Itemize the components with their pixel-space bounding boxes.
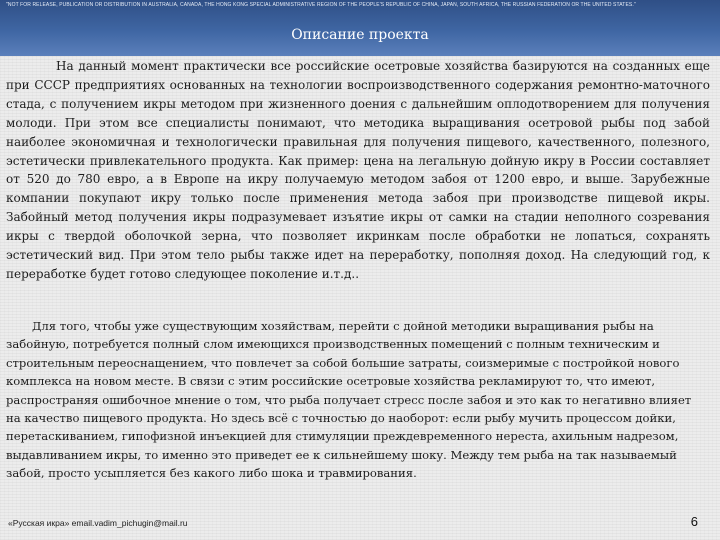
footer-contact: «Русская икра» email.vadim_pichugin@mail.ru [8,518,188,528]
body-paragraph-1: На данный момент практически все российские осетровые хозяйства базируются на созданных еще при СССР предприятиях основанных на технологии воспроизводственного содержания ремонтно-маточного стада, с получением икры методом при жизненного доения с дальнейшим оплодотворением для получения молоди. При этом все специалисты понимают, что методика выращивания осетровой рыбы под забой наиболее экономичная и технологически правильная для получения пищевого, качественного, полезного, эстетически привлекательного продукта. Как пример: цена на легальную дойную икру в России составляет от 520 до 780 евро, а в Европе на икру получаемую методом забоя от 1200 евро, и выше. Зарубежные компании покупают икру только после применения метода забоя при производстве пищевой икры. Забойный метод получения икры подразумевает изъятие икры от самки на стадии неполного созревания икры с твердой оболочкой зерна, что позволяет икринкам после обработки не лопаться, сохранять эстетический вид. При этом тело рыбы также идет на переработку, пополняя доход. На следующий год, к переработке будет готово следующее поколение и.т.д.. [6,59,710,281]
body-paragraph-2: Для того, чтобы уже существующим хозяйствам, перейти с дойной методики выращивания рыбы на забойную, потребуется полный слом имеющихся производственных помещений с полным техническим и строительным переоснащением, что повлечет за собой большие затраты, соизмеримые с постройкой нового комплекса на новом месте. В связи с этим российские осетровые хозяйства рекламируют то, что имеют, распространяя ошибочное мнение о том, что рыба получает стресс после забоя и это как то негативно влияет на качество пищевого продукта. Но здесь всё с точностью до наоборот: если рыбу мучить процессом дойки, перетаскиванием, гипофизной инъекцией для стимуляции преждевременного нереста, ахильным надрезом, выдавливанием икры, то именно это приведет ее к сильнейшему шоку. Между тем рыба на так называемый забой, просто усыпляется без какого либо шока и травмирования. [6,319,692,481]
disclaimer-text: "NOT FOR RELEASE, PUBLICATION OR DISTRIBUTION IN AUSTRALIA, CANADA, THE HONG KONG SPECIAL ADMINISTRATIVE REGION OF THE PEOPLE'S REPUBLIC OF CHINA, JAPAN, SOUTH AFRICA, THE RUSSIAN FEDERATION OR THE UNITED STATES." [6,2,636,8]
slide-title: Описание проекта [291,27,429,43]
page-number: 6 [690,514,698,529]
header-band [0,0,720,56]
